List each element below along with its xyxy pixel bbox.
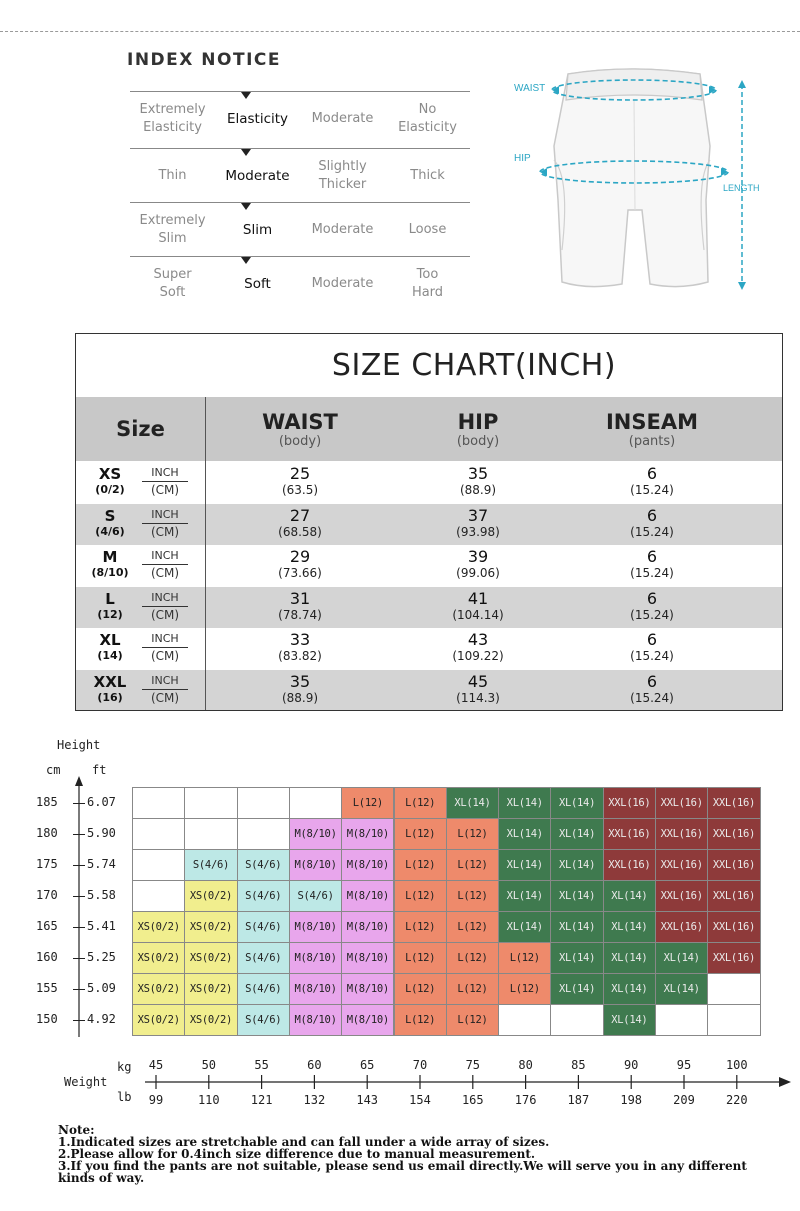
weight-lb-label: 132 bbox=[303, 1093, 326, 1107]
hip-inch: 37 bbox=[467, 505, 489, 525]
height-cm-label: 160 bbox=[36, 949, 58, 964]
size-grid-cell: S(4/6) bbox=[289, 880, 342, 912]
size-grid-cell: XXL(16) bbox=[603, 787, 656, 819]
size-grid-cell: XL(14) bbox=[550, 818, 603, 850]
size-grid-cell: L(12) bbox=[446, 849, 499, 881]
size-grid-cell: L(12) bbox=[394, 911, 447, 943]
weight-lb-label: 99 bbox=[148, 1093, 164, 1107]
size-grid-cell: M(8/10) bbox=[289, 942, 342, 974]
waist-inch: 29 bbox=[289, 547, 311, 566]
hip-column-header bbox=[378, 410, 578, 450]
size-grid-cell: M(8/10) bbox=[289, 818, 342, 850]
size-grid-cell: XXL(16) bbox=[655, 911, 708, 943]
weight-lb-label: 154 bbox=[409, 1093, 431, 1107]
size-grid-cell bbox=[184, 818, 237, 850]
size-grid-cell: L(12) bbox=[394, 787, 447, 819]
weight-kg-label: 90 bbox=[623, 1058, 639, 1072]
size-grid-cell: M(8/10) bbox=[289, 911, 342, 943]
index-cell: Slim bbox=[242, 222, 273, 238]
size-grid-cell: XL(14) bbox=[498, 880, 551, 912]
weight-kg-label: 80 bbox=[518, 1058, 533, 1072]
hip-cm: (104.14) bbox=[452, 607, 504, 622]
size-grid-cell: S(4/6) bbox=[237, 911, 290, 943]
index-cell: Slightly Thicker bbox=[318, 159, 367, 192]
weight-kg-label: 60 bbox=[307, 1058, 322, 1072]
size-grid-cell: XS(0/2) bbox=[132, 911, 185, 943]
weight-kg-label: 100 bbox=[725, 1058, 748, 1072]
index-cell: Extremely Slim bbox=[139, 213, 206, 246]
size-grid-cell bbox=[184, 787, 237, 819]
index-cell: Loose bbox=[408, 222, 447, 237]
size-grid-cell: XXL(16) bbox=[707, 849, 760, 881]
waist-cm: (78.74) bbox=[278, 607, 322, 622]
size-us-number: (14) bbox=[97, 649, 123, 662]
height-tick bbox=[73, 989, 85, 990]
size-grid-cell: L(12) bbox=[498, 942, 551, 974]
inseam-cm: (15.24) bbox=[630, 566, 674, 580]
weight-lb-label: 176 bbox=[514, 1093, 537, 1107]
size-grid-cell: L(12) bbox=[446, 942, 499, 974]
waist-header-title: WAIST bbox=[262, 410, 338, 434]
size-grid-cell: XL(14) bbox=[498, 787, 551, 819]
weight-kg-label: 65 bbox=[359, 1058, 375, 1072]
size-grid-cell: XL(14) bbox=[498, 818, 551, 850]
unit-cm: (CM) bbox=[150, 649, 180, 663]
height-ft-label: 5.90 bbox=[87, 825, 116, 840]
size-grid-cell: L(12) bbox=[394, 818, 447, 850]
index-cell: Thick bbox=[410, 168, 445, 183]
size-grid-cell: XL(14) bbox=[550, 849, 603, 881]
waist-inch: 25 bbox=[289, 464, 311, 483]
weight-kg-label: 45 bbox=[148, 1058, 164, 1072]
height-cm-label: 185 bbox=[36, 794, 58, 809]
index-divider-line bbox=[130, 91, 470, 92]
unit-inch: INCH bbox=[142, 549, 188, 565]
size-grid-cell: XXL(16) bbox=[603, 818, 656, 850]
size-grid-cell bbox=[237, 787, 290, 819]
size-grid-cell: L(12) bbox=[394, 942, 447, 974]
height-cm-label: 165 bbox=[36, 918, 58, 933]
unit-cm: (CM) bbox=[150, 607, 180, 622]
size-grid-cell: L(12) bbox=[394, 973, 447, 1005]
size-grid-cell: XS(0/2) bbox=[184, 880, 237, 912]
size-grid-cell: M(8/10) bbox=[341, 911, 394, 943]
size-grid-cell bbox=[498, 1004, 551, 1036]
waist-inch: 27 bbox=[289, 505, 311, 525]
cm-unit-label: cm bbox=[46, 763, 61, 777]
index-cell: Moderate bbox=[225, 168, 290, 184]
weight-axis-title: Weight bbox=[64, 1075, 108, 1089]
hip-label: HIP bbox=[514, 153, 531, 164]
size-grid-cell: L(12) bbox=[394, 880, 447, 912]
size-grid-cell bbox=[132, 787, 185, 819]
note-line-1: 1.Indicated sizes are stretchable and can fall under a wide array of sizes. bbox=[58, 1135, 550, 1149]
size-grid-cell: L(12) bbox=[446, 880, 499, 912]
size-grid-cell bbox=[132, 818, 185, 850]
size-grid-cell bbox=[132, 880, 185, 912]
size-grid-cell: XL(14) bbox=[655, 973, 708, 1005]
inseam-cm: (15.24) bbox=[630, 649, 674, 663]
hip-cm: (99.06) bbox=[456, 566, 500, 580]
weight-lb-label: 187 bbox=[567, 1093, 590, 1107]
index-cell: Soft bbox=[244, 276, 271, 292]
height-cm-label: 150 bbox=[36, 1011, 58, 1026]
size-grid-cell bbox=[655, 1004, 708, 1036]
size-chart-title: SIZE CHART(INCH) bbox=[331, 347, 617, 383]
height-ft-label: 5.09 bbox=[87, 980, 116, 995]
inseam-inch: 6 bbox=[646, 588, 658, 608]
size-grid-cell: M(8/10) bbox=[289, 973, 342, 1005]
waist-inch: 33 bbox=[289, 630, 311, 649]
height-ft-label: 4.92 bbox=[87, 1011, 116, 1026]
weight-kg-label: 70 bbox=[412, 1058, 428, 1072]
height-ft-label: 5.25 bbox=[87, 949, 116, 964]
weight-lb-label: 110 bbox=[197, 1093, 220, 1107]
size-grid-cell bbox=[707, 1004, 760, 1036]
inseam-column-header bbox=[552, 410, 752, 450]
size-grid-cell: XS(0/2) bbox=[184, 973, 237, 1005]
hip-inch: 45 bbox=[467, 671, 489, 691]
weight-kg-label: 95 bbox=[676, 1058, 692, 1072]
index-cell: No Elasticity bbox=[398, 102, 457, 135]
size-grid-cell: S(4/6) bbox=[237, 849, 290, 881]
size-grid-cell: M(8/10) bbox=[289, 1004, 342, 1036]
inseam-cm: (15.24) bbox=[630, 690, 674, 705]
size-grid-cell: XXL(16) bbox=[707, 911, 760, 943]
unit-cm: (CM) bbox=[150, 483, 180, 497]
size-grid-cell: L(12) bbox=[446, 818, 499, 850]
size-grid-cell: M(8/10) bbox=[289, 849, 342, 881]
size-grid-cell: S(4/6) bbox=[237, 942, 290, 974]
size-code: L bbox=[105, 589, 115, 608]
weight-kg-label: 50 bbox=[201, 1058, 217, 1072]
height-cm-label: 155 bbox=[36, 980, 58, 995]
height-axis-title: Height bbox=[57, 738, 101, 752]
inseam-cm: (15.24) bbox=[630, 483, 674, 497]
size-grid-cell: M(8/10) bbox=[341, 818, 394, 850]
notes bbox=[58, 1124, 778, 1184]
height-tick bbox=[73, 958, 85, 959]
shorts-illustration bbox=[510, 60, 780, 300]
height-ft-label: 5.41 bbox=[87, 918, 116, 933]
index-cell: Too Hard bbox=[411, 267, 444, 300]
waist-cm: (63.5) bbox=[281, 483, 319, 497]
index-cell: Super Soft bbox=[153, 267, 192, 300]
weight-lb-label: 143 bbox=[356, 1093, 379, 1107]
waist-cm: (83.82) bbox=[278, 649, 322, 663]
height-ft-label: 6.07 bbox=[87, 794, 116, 809]
hip-inch: 41 bbox=[467, 588, 489, 608]
unit-inch: INCH bbox=[142, 591, 188, 607]
size-grid-cell: XL(14) bbox=[655, 942, 708, 974]
size-grid-cell bbox=[289, 787, 342, 819]
size-code: XS bbox=[98, 465, 122, 483]
size-grid-cell: XS(0/2) bbox=[132, 1004, 185, 1036]
inseam-header-sub: (pants) bbox=[628, 434, 676, 449]
inseam-header-title: INSEAM bbox=[605, 410, 698, 434]
size-grid-cell: L(12) bbox=[394, 849, 447, 881]
index-cell: Elasticity bbox=[226, 111, 289, 127]
index-cell: Thin bbox=[158, 168, 187, 183]
index-row bbox=[130, 204, 470, 256]
size-grid-cell: XL(14) bbox=[603, 911, 656, 943]
weight-kg-label: 75 bbox=[465, 1058, 481, 1072]
size-grid-cell: M(8/10) bbox=[341, 942, 394, 974]
size-grid-cell: M(8/10) bbox=[341, 973, 394, 1005]
inseam-inch: 6 bbox=[646, 671, 658, 691]
hip-header-title: HIP bbox=[457, 410, 499, 434]
lb-unit-label: lb bbox=[117, 1090, 132, 1104]
size-grid-cell: XS(0/2) bbox=[132, 942, 185, 974]
note-line-3: 3.If you find the pants are not suitable, please send us email directly.We will serve you in any different kinds of way. bbox=[58, 1159, 747, 1185]
size-grid-cell: XL(14) bbox=[550, 973, 603, 1005]
size-grid-cell bbox=[237, 818, 290, 850]
unit-cm: (CM) bbox=[150, 524, 180, 539]
size-grid-cell: XL(14) bbox=[498, 911, 551, 943]
waist-header-sub: (body) bbox=[278, 434, 322, 449]
size-us-number: (16) bbox=[97, 690, 123, 704]
weight-lb-label: 209 bbox=[673, 1093, 695, 1107]
size-code: XXL bbox=[93, 672, 127, 691]
ft-unit-label: ft bbox=[92, 763, 107, 777]
notes-title: Note: bbox=[58, 1123, 95, 1137]
weight-lb-label: 165 bbox=[461, 1093, 484, 1107]
inseam-inch: 6 bbox=[646, 630, 658, 649]
note-line-2: 2.Please allow for 0.4inch size difference due to manual measurement. bbox=[58, 1147, 536, 1161]
size-grid-cell: XL(14) bbox=[603, 973, 656, 1005]
size-grid-cell: XXL(16) bbox=[707, 880, 760, 912]
size-grid-cell: L(12) bbox=[446, 973, 499, 1005]
size-grid-cell: XL(14) bbox=[550, 911, 603, 943]
unit-cm: (CM) bbox=[150, 690, 180, 705]
height-tick bbox=[73, 896, 85, 897]
size-grid-cell bbox=[132, 849, 185, 881]
weight-lb-label: 198 bbox=[620, 1093, 643, 1107]
size-grid-cell: XXL(16) bbox=[707, 818, 760, 850]
index-divider-line bbox=[130, 202, 470, 203]
height-cm-label: 175 bbox=[36, 856, 58, 871]
inseam-inch: 6 bbox=[646, 505, 658, 525]
index-cell: Extremely Elasticity bbox=[139, 102, 206, 135]
size-grid-cell: XL(14) bbox=[603, 1004, 656, 1036]
size-grid-cell: M(8/10) bbox=[341, 880, 394, 912]
hip-inch: 39 bbox=[467, 547, 489, 566]
unit-cm: (CM) bbox=[150, 566, 180, 580]
index-divider-line bbox=[130, 148, 470, 149]
size-grid-cell: XS(0/2) bbox=[132, 973, 185, 1005]
size-grid-cell: M(8/10) bbox=[341, 849, 394, 881]
size-column-header: Size bbox=[116, 417, 165, 441]
size-grid-cell: S(4/6) bbox=[237, 1004, 290, 1036]
size-grid-cell bbox=[550, 1004, 603, 1036]
inseam-inch: 6 bbox=[646, 547, 658, 566]
kg-unit-label: kg bbox=[117, 1060, 132, 1074]
waist-label: WAIST bbox=[514, 83, 546, 94]
length-label: LENGTH bbox=[723, 183, 760, 193]
size-grid-cell: XL(14) bbox=[550, 787, 603, 819]
size-grid-cell: XL(14) bbox=[498, 849, 551, 881]
waist-cm: (68.58) bbox=[278, 524, 322, 539]
unit-inch: INCH bbox=[142, 508, 188, 524]
index-divider-line bbox=[130, 256, 470, 257]
waist-inch: 35 bbox=[289, 671, 311, 691]
size-grid-cell: XS(0/2) bbox=[184, 942, 237, 974]
size-code: M bbox=[102, 548, 118, 566]
size-grid-cell: L(12) bbox=[446, 911, 499, 943]
weight-lb-label: 121 bbox=[250, 1093, 273, 1107]
size-grid-cell: XXL(16) bbox=[655, 849, 708, 881]
index-row bbox=[130, 258, 470, 310]
size-grid-cell: L(12) bbox=[498, 973, 551, 1005]
size-grid-cell: XXL(16) bbox=[707, 787, 760, 819]
hip-inch: 35 bbox=[467, 464, 489, 483]
size-grid-cell: XXL(16) bbox=[655, 818, 708, 850]
size-grid-cell: XL(14) bbox=[550, 880, 603, 912]
height-tick bbox=[73, 1020, 85, 1021]
hip-cm: (93.98) bbox=[456, 524, 500, 539]
size-grid-cell bbox=[707, 973, 760, 1005]
index-row bbox=[130, 93, 470, 145]
waist-cm: (88.9) bbox=[281, 690, 319, 705]
size-us-number: (4/6) bbox=[95, 524, 125, 538]
weight-kg-label: 85 bbox=[571, 1058, 586, 1072]
size-grid-cell: M(8/10) bbox=[341, 1004, 394, 1036]
size-code: XL bbox=[99, 631, 121, 649]
size-us-number: (12) bbox=[97, 607, 123, 621]
height-tick bbox=[73, 927, 85, 928]
height-cm-label: 180 bbox=[36, 825, 58, 840]
index-cell: Moderate bbox=[311, 276, 374, 291]
size-grid-cell: L(12) bbox=[446, 1004, 499, 1036]
waist-cm: (73.66) bbox=[278, 566, 322, 580]
index-notice-title: INDEX NOTICE bbox=[127, 50, 281, 70]
unit-inch: INCH bbox=[142, 466, 188, 482]
size-grid-cell: XXL(16) bbox=[655, 787, 708, 819]
hip-cm: (114.3) bbox=[456, 690, 500, 705]
size-grid-cell: XL(14) bbox=[550, 942, 603, 974]
hip-cm: (88.9) bbox=[459, 483, 497, 497]
top-divider bbox=[0, 31, 800, 32]
size-us-number: (8/10) bbox=[91, 566, 129, 579]
weight-axis bbox=[115, 1072, 795, 1094]
size-grid-cell: S(4/6) bbox=[237, 880, 290, 912]
height-ft-label: 5.58 bbox=[87, 887, 116, 902]
size-grid-cell: XL(14) bbox=[603, 942, 656, 974]
size-grid-cell: XXL(16) bbox=[655, 880, 708, 912]
size-code: S bbox=[104, 506, 116, 525]
height-ft-label: 5.74 bbox=[87, 856, 116, 871]
inseam-inch: 6 bbox=[646, 464, 658, 483]
waist-column-header bbox=[200, 410, 400, 450]
unit-inch: INCH bbox=[142, 674, 188, 690]
size-grid-cell: XS(0/2) bbox=[184, 911, 237, 943]
inseam-cm: (15.24) bbox=[630, 524, 674, 539]
size-grid-cell: L(12) bbox=[341, 787, 394, 819]
unit-inch: INCH bbox=[142, 632, 188, 648]
index-cell: Moderate bbox=[311, 111, 374, 126]
size-grid-cell: XXL(16) bbox=[707, 942, 760, 974]
weight-lb-label: 220 bbox=[725, 1093, 748, 1107]
waist-inch: 31 bbox=[289, 588, 311, 608]
size-grid-cell: L(12) bbox=[394, 1004, 447, 1036]
size-grid-cell: S(4/6) bbox=[237, 973, 290, 1005]
height-tick bbox=[73, 803, 85, 804]
size-grid-cell: XXL(16) bbox=[603, 849, 656, 881]
size-grid-cell: XL(14) bbox=[446, 787, 499, 819]
size-us-number: (0/2) bbox=[95, 483, 125, 496]
height-axis bbox=[60, 775, 140, 1040]
hip-inch: 43 bbox=[467, 630, 489, 649]
index-row bbox=[130, 150, 470, 202]
size-grid-cell: S(4/6) bbox=[184, 849, 237, 881]
hip-header-sub: (body) bbox=[456, 434, 500, 449]
weight-kg-label: 55 bbox=[254, 1058, 269, 1072]
size-grid-cell: XS(0/2) bbox=[184, 1004, 237, 1036]
height-tick bbox=[73, 865, 85, 866]
size-grid-cell: XL(14) bbox=[603, 880, 656, 912]
height-tick bbox=[73, 834, 85, 835]
hip-cm: (109.22) bbox=[452, 649, 504, 663]
index-cell: Moderate bbox=[311, 222, 374, 237]
height-cm-label: 170 bbox=[36, 887, 58, 902]
inseam-cm: (15.24) bbox=[630, 607, 674, 622]
